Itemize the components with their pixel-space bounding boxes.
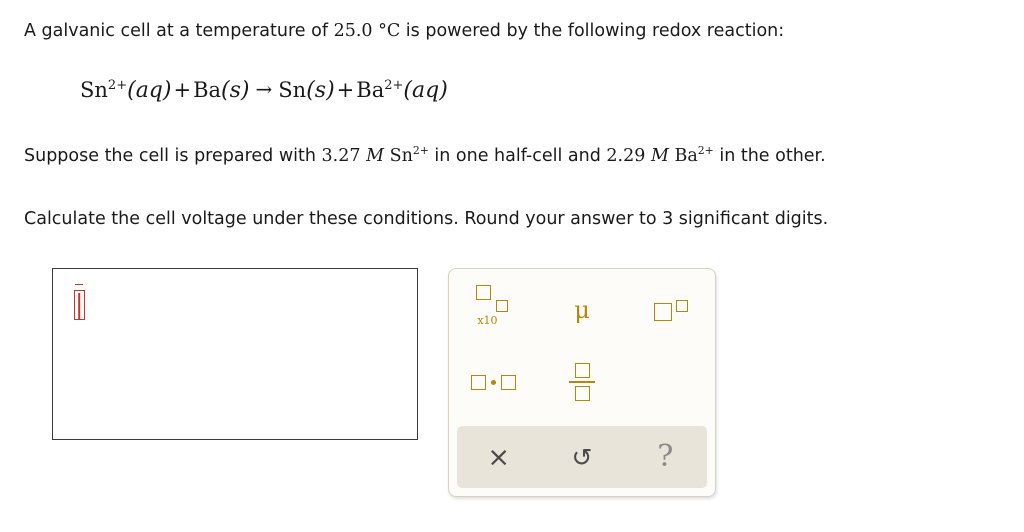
equation-product-2-state: (aq) <box>403 78 448 103</box>
help-button[interactable]: ? <box>657 439 674 474</box>
answer-placeholder-box <box>74 290 85 320</box>
problem-intro-line <box>24 20 784 44</box>
equation-product-2-charge: 2+ <box>384 78 404 93</box>
answer-input-box[interactable] <box>52 268 418 440</box>
concentration-1-unit: M <box>366 146 384 166</box>
concentration-2-species: Ba <box>674 146 698 166</box>
palette-button-fraction[interactable] <box>538 347 627 417</box>
answer-input-cursor[interactable] <box>71 287 87 325</box>
x10-label: x10 <box>477 314 498 327</box>
equation-product-1-state: (s) <box>306 78 335 103</box>
equation-reactant-1-state: (aq) <box>127 78 172 103</box>
equation-reactant-2-symbol: Ba <box>193 78 222 102</box>
problem-concentrations-line <box>24 145 826 169</box>
temperature-value: 25.0 °C <box>333 21 401 41</box>
cursor-top-serif <box>75 284 83 289</box>
multiplication-dot-icon <box>471 375 516 390</box>
suppose-text-pre: Suppose the cell is prepared with <box>24 146 322 166</box>
equation-product-1-symbol: Sn <box>278 78 307 102</box>
equation-plus-1: + <box>173 78 192 102</box>
palette-cell-empty <box>626 347 715 417</box>
intro-text-pre: A galvanic cell at a temperature of <box>24 21 334 41</box>
equation-arrow: → <box>255 77 273 101</box>
scientific-notation-icon <box>476 297 510 327</box>
equation-product-2-symbol: Ba <box>356 78 385 102</box>
palette-action-bar <box>457 426 707 488</box>
concentration-1-species: Sn <box>389 146 413 166</box>
palette-button-multiplication-dot[interactable] <box>449 347 538 417</box>
palette-row-1 <box>449 277 715 347</box>
suppose-text-mid: in one half-cell and <box>428 146 607 166</box>
concentration-2-value: 2.29 <box>606 146 646 166</box>
mu-icon: μ <box>574 296 590 324</box>
palette-row-2 <box>449 347 715 417</box>
equation-reactant-1-symbol: Sn <box>80 78 108 102</box>
problem-instruction-line: Calculate the cell voltage under these conditions. Round your answer to 3 significant digits. <box>24 209 829 229</box>
equation-reactant-2-state: (s) <box>221 78 250 103</box>
undo-button[interactable]: ↺ <box>571 442 593 472</box>
math-symbol-palette[interactable] <box>448 268 716 497</box>
palette-button-micro-prefix[interactable] <box>538 277 627 347</box>
superscript-icon <box>654 297 688 327</box>
palette-button-superscript[interactable] <box>626 277 715 347</box>
redox-equation <box>80 78 448 103</box>
concentration-2-unit: M <box>650 146 669 166</box>
fraction-icon <box>569 363 595 401</box>
suppose-text-post: in the other. <box>713 146 826 166</box>
concentration-1-value: 3.27 <box>321 146 361 166</box>
equation-reactant-1-charge: 2+ <box>107 78 128 93</box>
equation-plus-2: + <box>336 78 355 102</box>
palette-button-scientific-notation[interactable] <box>449 277 538 347</box>
text-cursor <box>78 293 80 319</box>
concentration-2-charge: 2+ <box>697 144 714 158</box>
clear-button[interactable]: × <box>487 441 510 473</box>
concentration-1-charge: 2+ <box>412 144 429 158</box>
intro-text-post: is powered by the following redox reaction: <box>400 21 785 41</box>
